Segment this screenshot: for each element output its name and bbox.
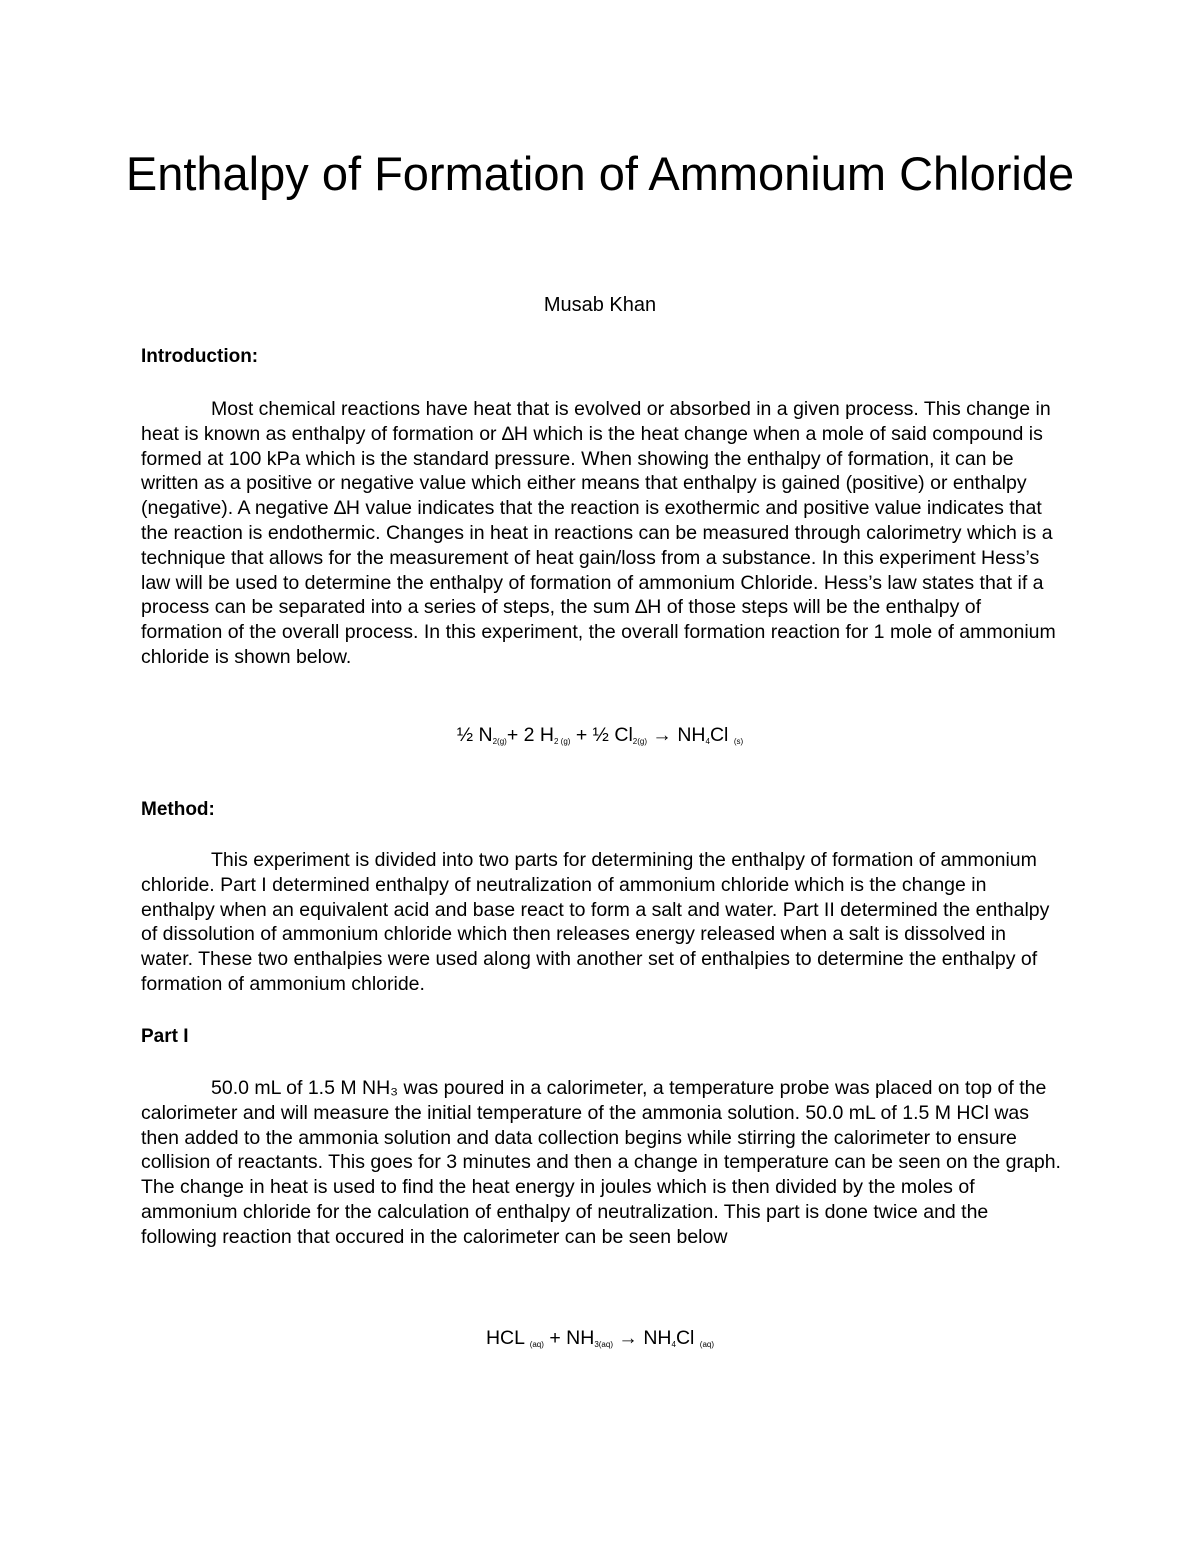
equation-term: + NH: [543, 1327, 595, 1349]
equation-subscript: 3(aq): [594, 1340, 613, 1349]
author-name: Musab Khan: [543, 294, 657, 316]
formation-equation: [100, 722, 1100, 755]
introduction-heading: Introduction:: [141, 346, 259, 367]
equation-subscript: 4: [705, 737, 710, 746]
equation-subscript: (aq): [529, 1340, 544, 1349]
equation-subscript: (s): [733, 737, 744, 746]
equation-term: + ½ Cl: [570, 724, 633, 746]
equation-subscript: 4: [671, 1340, 676, 1349]
equation-term: → NH: [613, 1327, 672, 1349]
equation-subscript: 2(g): [492, 737, 507, 746]
method-paragraph: This experiment is divided into two parts for determining the enthalpy of formation of ammonium chloride. Part I determined enthalpy of neutralization of ammonium chloride which is the change in enthalpy when an equivalent acid and base react to form a salt and water. Part II determined the enthalpy of dissolution of ammonium chloride which then releases energy released when a salt is dissolved in water. These two enthalpies were used along with another set of enthalpies to determine the enthalpy of formation of ammonium chloride.: [141, 849, 1050, 995]
equation-subscript: 2 (g): [554, 737, 571, 746]
equation-subscript: 2(g): [632, 737, 648, 746]
equation-term: ½ N: [456, 724, 493, 746]
equation-term: Cl: [675, 1327, 700, 1349]
introduction-paragraph: Most chemical reactions have heat that is evolved or absorbed in a given process. This change in heat is known as enthalpy of formation or ∆H which is the heat change when a mole of said compound is formed at 100 kPa which is the standard pressure. When showing the enthalpy of formation, it can be written as a positive or negative value which either means that enthalpy is gained (positive) or enthalpy (negative). A negative ∆H value indicates that the reaction is exothermic and positive value indicates that the reaction is endothermic. Changes in heat in reactions can be measured through calorimetry which is a technique that allows for the measurement of heat gain/loss from a substance. In this experiment Hess’s law will be used to determine the enthalpy of formation of ammonium Chloride. Hess’s law states that if a process can be separated into a series of steps, the sum ∆H of those steps will be the enthalpy of formation of the overall process. In this experiment, the overall formation reaction for 1 mole of ammonium chloride is shown below.: [141, 398, 1056, 668]
equation-term: + 2 H: [506, 724, 554, 746]
equation-term: Cl: [709, 724, 734, 746]
equation-term: → NH: [647, 724, 706, 746]
method-heading: Method:: [141, 799, 215, 820]
neutralization-equation: [100, 1325, 1100, 1358]
equation-subscript: (aq): [699, 1340, 715, 1349]
part1-heading: Part I: [141, 1026, 189, 1047]
part1-paragraph: 50.0 mL of 1.5 M NH₃ was poured in a calorimeter, a temperature probe was placed on top of the calorimeter and will measure the initial temperature of the ammonia solution. 50.0 mL of 1.5 M HCl was then added to the ammonia solution and data collection begins while stirring the calorimeter to ensure collision of reactants. This goes for 3 minutes and then a change in temperature can be seen on the graph. The change in heat is used to find the heat energy in joules which is then divided by the moles of ammonium chloride for the calculation of enthalpy of neutralization. This part is done twice and the following reaction that occured in the calorimeter can be seen below: [141, 1077, 1061, 1248]
equation-term: HCL: [485, 1327, 530, 1349]
document-title: Enthalpy of Formation of Ammonium Chloride: [125, 147, 1075, 200]
